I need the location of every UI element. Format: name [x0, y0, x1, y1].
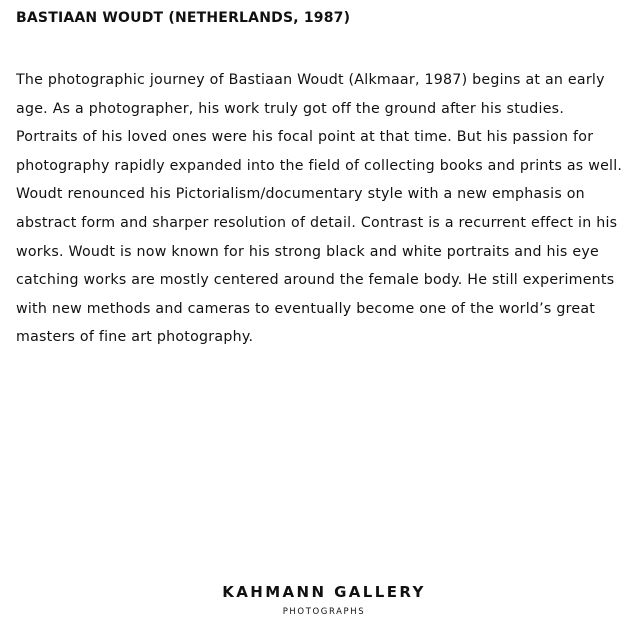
gallery-name: KAHMANN GALLERY [222, 583, 426, 601]
artist-biography: The photographic journey of Bastiaan Woudt (Alkmaar, 1987) begins at an early age. As a photographer, his work truly got off the ground after his studies. Portraits of his loved ones were his focal point at that time. But his passion for photography rapidly expanded into the field of collecting books and prints as well. Woudt renounced his Pictorialism/documentary style with a new emphasis on abstract form and sharper resolution of detail. Contrast is a recurrent effect in his works. Woudt is now known for his strong black and white portraits and his eye catching works are mostly centered around the female body. He still experiments with new methods and cameras to eventually become one of the world’s great masters of fine art photography. [16, 72, 623, 346]
page-title: BASTIAAN WOUDT (NETHERLANDS, 1987) [16, 10, 351, 26]
gallery-tagline: PHOTOGRAPHS [282, 607, 366, 617]
gallery-logo [0, 582, 640, 619]
